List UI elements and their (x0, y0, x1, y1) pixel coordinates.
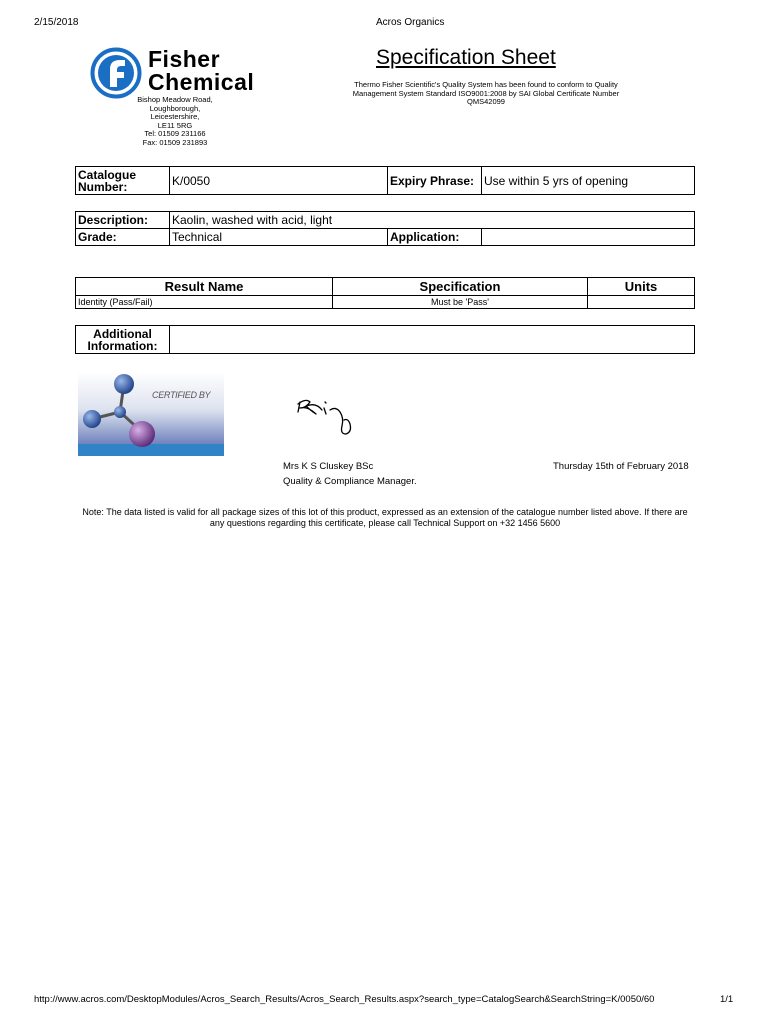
address-line: Leicestershire, (150, 112, 200, 121)
catalogue-label: Catalogue Number: (76, 167, 170, 195)
result-name-cell: Identity (Pass/Fail) (76, 296, 333, 309)
table-row (76, 296, 695, 309)
results-header-name: Result Name (76, 278, 333, 296)
results-header-specification: Specification (333, 278, 588, 296)
grade-label: Grade: (76, 229, 170, 246)
company-address (110, 96, 240, 147)
print-page-number: 1/1 (720, 994, 734, 1005)
grade-value: Technical (170, 229, 388, 246)
additional-info-label: Additional Information: (76, 326, 170, 354)
description-value: Kaolin, washed with acid, light (170, 212, 695, 229)
note-text: Note: The data listed is valid for all package sizes of this lot of this product, expressed as an extension of the catalogue number listed above. If there are any questions regarding this certificate, please call Technical Support on +32 1456 5600 (82, 507, 688, 528)
print-site-title: Acros Organics (376, 17, 445, 28)
print-footer-url[interactable]: http://www.acros.com/DesktopModules/Acros_Search_Results/Acros_Search_Results.aspx?search_type=CatalogSearch&SearchString=K/0050/60 (34, 994, 655, 1005)
address-line: LE11 5RG (157, 120, 193, 130)
signature-image (296, 392, 366, 438)
additional-info-table (75, 325, 695, 354)
results-header-units: Units (588, 278, 695, 296)
address-line: Bishop Meadow Road, (137, 95, 213, 104)
certified-by-text: CERTIFIED BY (152, 390, 211, 400)
quality-statement: Thermo Fisher Scientific's Quality System has been found to conform to Quality Management System Standard ISO9001:2008 by SAI Global Certificate Number QMS42099 (352, 80, 620, 106)
product-table (75, 166, 695, 195)
document-title: Specification Sheet (376, 46, 556, 69)
logo-text-chemical: Chemical (148, 69, 255, 95)
logo-text-fisher: Fisher (148, 46, 221, 72)
catalogue-value: K/0050 (170, 167, 388, 195)
certification-image (78, 372, 224, 456)
application-label: Application: (388, 229, 482, 246)
expiry-label: Expiry Phrase: (388, 167, 482, 195)
signature-date: Thursday 15th of February 2018 (553, 461, 689, 472)
application-value (482, 229, 695, 246)
additional-info-value (170, 326, 695, 354)
fisher-logo-icon (90, 47, 142, 99)
address-line: Loughborough, (149, 103, 201, 113)
print-date: 2/15/2018 (34, 17, 79, 28)
signatory-name: Mrs K S Cluskey BSc (283, 461, 374, 472)
result-units-cell (588, 296, 695, 309)
details-table (75, 211, 695, 246)
description-label: Description: (76, 212, 170, 229)
address-line: Tel: 01509 231166 (144, 129, 206, 138)
expiry-value: Use within 5 yrs of opening (482, 167, 695, 195)
result-specification-cell: Must be 'Pass' (333, 296, 588, 309)
signatory-role: Quality & Compliance Manager. (283, 476, 417, 487)
results-table (75, 277, 695, 309)
address-line: Fax: 01509 231893 (142, 137, 208, 147)
